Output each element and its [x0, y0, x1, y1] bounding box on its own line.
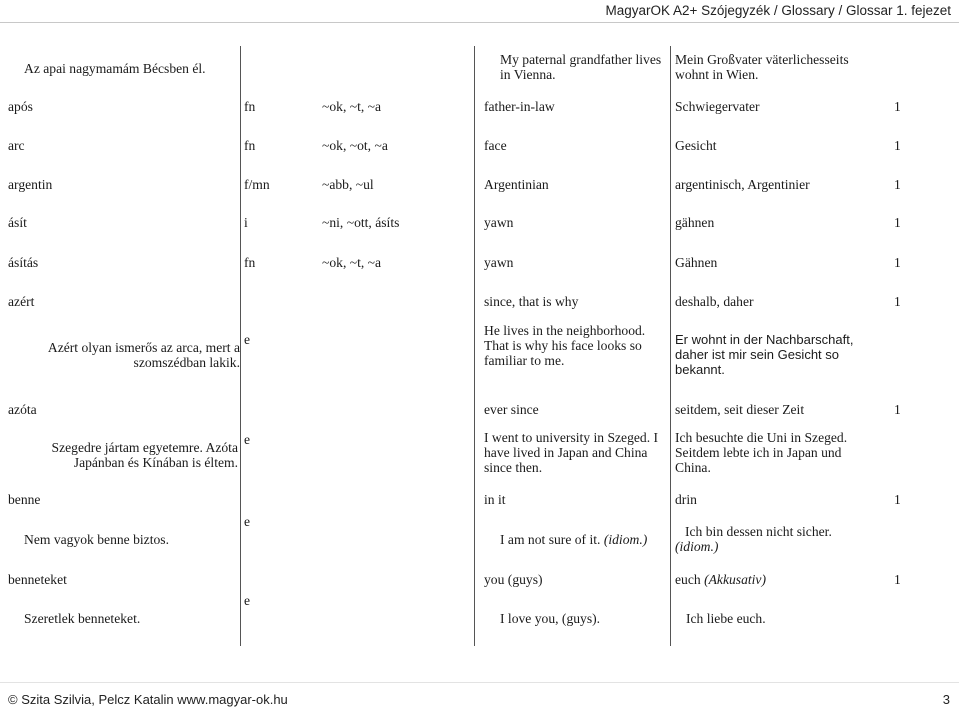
word-forms: ~ok, ~t, ~a — [322, 99, 382, 114]
level: 1 — [894, 177, 901, 192]
word-forms: ~ni, ~ott, ásíts — [322, 215, 400, 230]
example-de-text: Ich bin dessen nicht sicher. — [685, 524, 832, 539]
translation-de: drin — [675, 492, 697, 507]
level: 1 — [894, 138, 901, 153]
level: 1 — [894, 402, 901, 417]
example-hu: Nem vagyok benne biztos. — [24, 532, 169, 547]
example-pos: e — [244, 432, 251, 447]
headword: argentin — [8, 177, 53, 192]
word-forms: ~ok, ~ot, ~a — [322, 138, 388, 153]
example-en: He lives in the neighborhood. That is why his face looks so familiar to me. — [484, 323, 646, 368]
example-hu: Szegedre jártam egyetemre. Azóta Japánban és Kínában is éltem. — [51, 440, 238, 470]
copyright-text: © Szita Szilvia, Pelcz Katalin www.magyar-ok.hu — [8, 692, 288, 707]
column-divider — [474, 46, 475, 646]
column-divider — [240, 46, 241, 646]
page-number: 3 — [942, 692, 950, 707]
part-of-speech: fn — [244, 255, 256, 270]
translation-en: father-in-law — [484, 99, 555, 114]
translation-de: Schwiegervater — [675, 99, 760, 114]
example-en: My paternal grandfather lives in Vienna. — [500, 52, 662, 82]
translation-en: since, that is why — [484, 294, 579, 309]
translation-en: yawn — [484, 215, 514, 230]
translation-en: yawn — [484, 255, 514, 270]
part-of-speech: f/mn — [244, 177, 270, 192]
headword: benneteket — [8, 572, 67, 587]
example-en-text: I am not sure of it. — [500, 532, 601, 547]
translation-en: you (guys) — [484, 572, 543, 587]
translation-en: face — [484, 138, 507, 153]
part-of-speech: e — [244, 593, 251, 608]
level: 1 — [894, 255, 901, 270]
translation-de-note: (Akkusativ) — [704, 572, 766, 587]
example-hu: Azért olyan ismerős az arca, mert a szomszédban lakik. — [47, 340, 240, 370]
level: 1 — [894, 294, 901, 309]
example-de: Ich liebe euch. — [686, 611, 766, 626]
headword: após — [8, 99, 33, 114]
translation-en: ever since — [484, 402, 539, 417]
part-of-speech: fn — [244, 138, 256, 153]
translation-de: Gähnen — [675, 255, 718, 270]
headword: azóta — [8, 402, 37, 417]
part-of-speech: i — [244, 215, 248, 230]
word-forms: ~ok, ~t, ~a — [322, 255, 382, 270]
translation-en: in it — [484, 492, 506, 507]
level: 1 — [894, 492, 901, 507]
example-hu: Szeretlek benneteket. — [24, 611, 141, 626]
translation-de: seitdem, seit dieser Zeit — [675, 402, 805, 417]
level: 1 — [894, 99, 901, 114]
page-footer — [0, 682, 959, 711]
level: 1 — [894, 215, 901, 230]
example-de: Er wohnt in der Nachbarschaft, daher ist mir sein Gesicht so bekannt. — [675, 332, 854, 377]
page-header — [0, 0, 959, 23]
translation-de-text: euch — [675, 572, 701, 587]
headword: arc — [8, 138, 25, 153]
translation-en: Argentinian — [484, 177, 549, 192]
level: 1 — [894, 572, 901, 587]
translation-de: Gesicht — [675, 138, 717, 153]
translation-de — [675, 572, 766, 587]
headword: azért — [8, 294, 35, 309]
example-de: Ich besuchte die Uni in Szeged. Seitdem lebte ich in Japan und China. — [675, 430, 848, 475]
example-en: I went to university in Szeged. I have lived in Japan and China since then. — [484, 430, 659, 475]
part-of-speech: fn — [244, 99, 256, 114]
translation-de: gähnen — [675, 215, 715, 230]
example-de-note: (idiom.) — [675, 539, 719, 554]
headword: benne — [8, 492, 41, 507]
header-title: MagyarOK A2+ Szójegyzék / Glossary / Glossar 1. fejezet — [605, 3, 951, 18]
example-de: Mein Großvater väterlichesseits wohnt in Wien. — [675, 52, 849, 82]
translation-de: deshalb, daher — [675, 294, 754, 309]
example-hu: Az apai nagymamám Bécsben él. — [24, 61, 206, 76]
translation-de: argentinisch, Argentinier — [675, 177, 810, 192]
example-de — [675, 524, 875, 554]
headword: ásít — [8, 215, 27, 230]
example-en — [500, 532, 647, 547]
example-en: I love you, (guys). — [500, 611, 601, 626]
word-forms: ~abb, ~ul — [322, 177, 374, 192]
headword: ásítás — [8, 255, 39, 270]
column-divider — [670, 46, 671, 646]
example-pos: e — [244, 332, 251, 347]
example-en-note: (idiom.) — [603, 532, 648, 547]
part-of-speech: e — [244, 514, 251, 529]
